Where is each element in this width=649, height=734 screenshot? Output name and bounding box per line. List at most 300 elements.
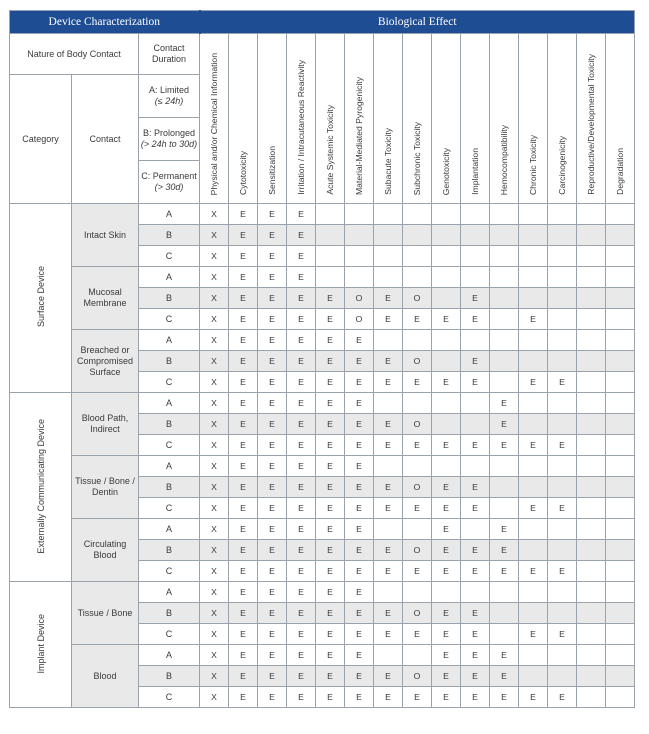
- matrix-cell: [548, 204, 577, 225]
- matrix-cell: [432, 246, 461, 267]
- matrix-cell: E: [490, 519, 519, 540]
- matrix-cell: E: [432, 603, 461, 624]
- matrix-cell: E: [490, 393, 519, 414]
- matrix-cell: E: [519, 435, 548, 456]
- matrix-cell: E: [316, 666, 345, 687]
- table-row: [10, 393, 635, 414]
- matrix-cell: [519, 393, 548, 414]
- effect-label: Sensitization: [266, 146, 277, 195]
- duration-cell: A: [139, 582, 200, 603]
- table-row: [10, 330, 635, 351]
- matrix-cell: [577, 309, 606, 330]
- duration-legend-c: [139, 161, 200, 204]
- matrix-cell: E: [461, 309, 490, 330]
- duration-legend-label: C: Permanent: [141, 171, 197, 181]
- matrix-cell: E: [316, 435, 345, 456]
- category-label: Surface Device: [35, 266, 46, 328]
- matrix-cell: E: [345, 393, 374, 414]
- matrix-cell: X: [200, 624, 229, 645]
- matrix-cell: E: [374, 372, 403, 393]
- matrix-cell: [577, 372, 606, 393]
- matrix-cell: [374, 330, 403, 351]
- matrix-cell: [432, 288, 461, 309]
- matrix-cell: [606, 246, 635, 267]
- matrix-cell: [577, 561, 606, 582]
- matrix-cell: E: [432, 477, 461, 498]
- matrix-cell: [432, 351, 461, 372]
- matrix-cell: [519, 540, 548, 561]
- matrix-cell: [461, 519, 490, 540]
- matrix-cell: [577, 603, 606, 624]
- matrix-cell: E: [287, 267, 316, 288]
- matrix-cell: [606, 561, 635, 582]
- category-cell: [10, 393, 72, 582]
- matrix-cell: [490, 288, 519, 309]
- matrix-cell: E: [461, 435, 490, 456]
- matrix-cell: E: [316, 393, 345, 414]
- matrix-cell: E: [229, 225, 258, 246]
- matrix-cell: E: [258, 225, 287, 246]
- matrix-cell: E: [403, 624, 432, 645]
- matrix-cell: E: [374, 540, 403, 561]
- matrix-cell: [606, 666, 635, 687]
- category-label: Externally Communicating Device: [35, 418, 46, 554]
- matrix-cell: E: [258, 645, 287, 666]
- matrix-cell: [606, 393, 635, 414]
- category-header: Category: [10, 75, 72, 204]
- matrix-table: [9, 10, 635, 708]
- matrix-cell: [374, 519, 403, 540]
- matrix-cell: O: [403, 288, 432, 309]
- matrix-cell: [577, 246, 606, 267]
- matrix-cell: [606, 225, 635, 246]
- matrix-cell: [606, 477, 635, 498]
- matrix-cell: [548, 666, 577, 687]
- matrix-cell: E: [432, 624, 461, 645]
- matrix-cell: [490, 498, 519, 519]
- matrix-cell: E: [345, 330, 374, 351]
- matrix-cell: E: [461, 477, 490, 498]
- matrix-cell: E: [229, 393, 258, 414]
- effect-label: Cytotoxicity: [237, 151, 248, 195]
- matrix-cell: [606, 351, 635, 372]
- matrix-cell: [577, 582, 606, 603]
- matrix-cell: [403, 645, 432, 666]
- matrix-cell: E: [258, 330, 287, 351]
- matrix-cell: E: [490, 645, 519, 666]
- matrix-cell: E: [374, 414, 403, 435]
- duration-cell: A: [139, 330, 200, 351]
- contact-cell: Intact Skin: [72, 204, 139, 267]
- matrix-cell: E: [287, 498, 316, 519]
- duration-cell: A: [139, 519, 200, 540]
- matrix-cell: E: [461, 687, 490, 708]
- matrix-cell: [403, 330, 432, 351]
- contact-cell: Mucosal Membrane: [72, 267, 139, 330]
- matrix-cell: [577, 393, 606, 414]
- matrix-cell: E: [287, 687, 316, 708]
- effect-header-7: [374, 34, 403, 204]
- nature-of-body-contact-header: Nature of Body Contact: [10, 34, 139, 75]
- duration-cell: C: [139, 498, 200, 519]
- matrix-cell: [316, 225, 345, 246]
- matrix-cell: X: [200, 561, 229, 582]
- matrix-cell: E: [548, 561, 577, 582]
- matrix-cell: E: [345, 372, 374, 393]
- matrix-cell: E: [403, 435, 432, 456]
- matrix-cell: [403, 204, 432, 225]
- matrix-cell: E: [258, 309, 287, 330]
- matrix-cell: [490, 204, 519, 225]
- matrix-cell: E: [461, 561, 490, 582]
- matrix-cell: E: [461, 624, 490, 645]
- matrix-cell: E: [229, 645, 258, 666]
- matrix-cell: E: [229, 477, 258, 498]
- matrix-cell: X: [200, 393, 229, 414]
- matrix-cell: E: [258, 351, 287, 372]
- matrix-cell: E: [432, 687, 461, 708]
- matrix-cell: E: [374, 666, 403, 687]
- matrix-cell: E: [403, 498, 432, 519]
- table-row: [10, 456, 635, 477]
- table-row: [10, 204, 635, 225]
- matrix-cell: E: [287, 225, 316, 246]
- matrix-cell: O: [403, 351, 432, 372]
- matrix-cell: [577, 267, 606, 288]
- matrix-cell: E: [374, 603, 403, 624]
- contact-cell: Tissue / Bone / Dentin: [72, 456, 139, 519]
- duration-cell: C: [139, 372, 200, 393]
- matrix-cell: [432, 582, 461, 603]
- matrix-cell: E: [316, 582, 345, 603]
- matrix-cell: [577, 456, 606, 477]
- matrix-cell: E: [374, 435, 403, 456]
- matrix-cell: E: [229, 624, 258, 645]
- matrix-cell: [490, 372, 519, 393]
- effect-label: Subacute Toxicity: [382, 128, 393, 195]
- duration-cell: B: [139, 351, 200, 372]
- matrix-cell: E: [287, 645, 316, 666]
- matrix-cell: [548, 456, 577, 477]
- matrix-cell: E: [287, 456, 316, 477]
- matrix-cell: X: [200, 519, 229, 540]
- matrix-cell: E: [345, 624, 374, 645]
- effect-header-13: [548, 34, 577, 204]
- matrix-cell: E: [519, 309, 548, 330]
- duration-cell: B: [139, 540, 200, 561]
- matrix-cell: E: [229, 351, 258, 372]
- matrix-cell: E: [374, 687, 403, 708]
- matrix-cell: [548, 540, 577, 561]
- duration-cell: A: [139, 456, 200, 477]
- matrix-cell: [490, 477, 519, 498]
- category-label: Implant Device: [35, 613, 46, 674]
- matrix-cell: E: [461, 603, 490, 624]
- matrix-cell: [345, 267, 374, 288]
- matrix-cell: E: [316, 603, 345, 624]
- matrix-cell: E: [374, 309, 403, 330]
- matrix-cell: [374, 456, 403, 477]
- matrix-cell: [577, 204, 606, 225]
- matrix-cell: E: [374, 351, 403, 372]
- matrix-cell: E: [374, 288, 403, 309]
- matrix-cell: [606, 414, 635, 435]
- matrix-cell: E: [258, 414, 287, 435]
- matrix-cell: E: [490, 540, 519, 561]
- matrix-cell: [374, 267, 403, 288]
- matrix-cell: E: [316, 309, 345, 330]
- duration-legend-note: (≤ 24h): [154, 96, 184, 106]
- matrix-cell: E: [287, 393, 316, 414]
- matrix-cell: X: [200, 666, 229, 687]
- duration-legend-note: (> 24h to 30d): [140, 139, 198, 149]
- matrix-cell: E: [258, 561, 287, 582]
- matrix-cell: E: [287, 330, 316, 351]
- matrix-cell: [606, 456, 635, 477]
- matrix-cell: O: [403, 666, 432, 687]
- matrix-cell: E: [287, 414, 316, 435]
- matrix-cell: E: [229, 435, 258, 456]
- matrix-cell: [432, 204, 461, 225]
- matrix-cell: [461, 225, 490, 246]
- matrix-cell: E: [519, 687, 548, 708]
- matrix-cell: E: [316, 498, 345, 519]
- matrix-cell: E: [287, 519, 316, 540]
- matrix-cell: E: [229, 246, 258, 267]
- matrix-cell: [577, 498, 606, 519]
- matrix-cell: E: [519, 498, 548, 519]
- matrix-cell: E: [287, 246, 316, 267]
- matrix-cell: [461, 330, 490, 351]
- matrix-cell: X: [200, 225, 229, 246]
- matrix-cell: [519, 246, 548, 267]
- matrix-cell: E: [287, 624, 316, 645]
- matrix-cell: E: [258, 204, 287, 225]
- matrix-cell: [403, 519, 432, 540]
- matrix-cell: X: [200, 477, 229, 498]
- matrix-cell: [577, 519, 606, 540]
- matrix-cell: [577, 330, 606, 351]
- effect-label: Implantation: [469, 148, 480, 195]
- matrix-cell: E: [258, 624, 287, 645]
- matrix-cell: [548, 351, 577, 372]
- matrix-cell: E: [287, 540, 316, 561]
- duration-cell: B: [139, 666, 200, 687]
- matrix-cell: E: [287, 204, 316, 225]
- matrix-cell: [316, 267, 345, 288]
- matrix-cell: E: [432, 645, 461, 666]
- duration-cell: A: [139, 393, 200, 414]
- category-cell: [10, 204, 72, 393]
- table-row: [10, 519, 635, 540]
- effect-label: Subchronic Toxicity: [411, 121, 422, 195]
- matrix-cell: [403, 456, 432, 477]
- matrix-cell: X: [200, 414, 229, 435]
- matrix-cell: E: [548, 687, 577, 708]
- matrix-cell: E: [490, 687, 519, 708]
- matrix-cell: [606, 540, 635, 561]
- matrix-cell: E: [258, 267, 287, 288]
- effect-label: Carcinogenicity: [556, 136, 567, 195]
- device-characterization-header: Device Characterization: [10, 11, 200, 34]
- matrix-cell: E: [316, 351, 345, 372]
- effect-label: Degradation: [614, 148, 625, 195]
- matrix-cell: E: [490, 666, 519, 687]
- matrix-cell: E: [316, 288, 345, 309]
- matrix-cell: [577, 435, 606, 456]
- duration-cell: A: [139, 645, 200, 666]
- matrix-cell: [606, 645, 635, 666]
- matrix-cell: E: [258, 435, 287, 456]
- matrix-cell: E: [345, 603, 374, 624]
- matrix-cell: E: [287, 561, 316, 582]
- contact-cell: Breached or Compromised Surface: [72, 330, 139, 393]
- matrix-cell: E: [258, 246, 287, 267]
- contact-cell: Tissue / Bone: [72, 582, 139, 645]
- matrix-cell: [577, 351, 606, 372]
- contact-cell: Circulating Blood: [72, 519, 139, 582]
- matrix-cell: [403, 267, 432, 288]
- matrix-cell: E: [432, 372, 461, 393]
- matrix-cell: [519, 477, 548, 498]
- matrix-cell: [490, 351, 519, 372]
- matrix-cell: E: [345, 645, 374, 666]
- matrix-cell: E: [519, 624, 548, 645]
- matrix-cell: E: [461, 372, 490, 393]
- matrix-cell: [403, 225, 432, 246]
- matrix-cell: O: [403, 477, 432, 498]
- matrix-cell: [606, 624, 635, 645]
- effect-label: Chronic Toxicity: [527, 134, 538, 195]
- matrix-cell: [548, 519, 577, 540]
- matrix-cell: E: [403, 687, 432, 708]
- contact-cell: Blood Path, Indirect: [72, 393, 139, 456]
- matrix-cell: E: [345, 540, 374, 561]
- matrix-cell: E: [229, 456, 258, 477]
- matrix-cell: E: [258, 687, 287, 708]
- matrix-cell: [490, 225, 519, 246]
- matrix-cell: [548, 246, 577, 267]
- matrix-cell: [432, 330, 461, 351]
- matrix-cell: E: [258, 288, 287, 309]
- matrix-cell: O: [403, 414, 432, 435]
- matrix-cell: [461, 204, 490, 225]
- effect-header-8: [403, 34, 432, 204]
- effect-header-12: [519, 34, 548, 204]
- matrix-cell: E: [345, 351, 374, 372]
- matrix-cell: [345, 225, 374, 246]
- effect-header-15: [606, 34, 635, 204]
- matrix-cell: [490, 456, 519, 477]
- matrix-cell: [577, 288, 606, 309]
- matrix-cell: E: [229, 309, 258, 330]
- effect-header-5: [316, 34, 345, 204]
- matrix-cell: [548, 582, 577, 603]
- matrix-cell: E: [287, 582, 316, 603]
- matrix-cell: [374, 246, 403, 267]
- matrix-cell: [606, 603, 635, 624]
- effect-label: Hemocompatibility: [498, 124, 509, 195]
- duration-legend-label: B: Prolonged: [142, 128, 196, 138]
- matrix-cell: [519, 204, 548, 225]
- matrix-cell: [345, 246, 374, 267]
- matrix-cell: E: [432, 519, 461, 540]
- matrix-cell: [461, 267, 490, 288]
- table-row: [10, 582, 635, 603]
- duration-cell: B: [139, 477, 200, 498]
- matrix-cell: E: [258, 393, 287, 414]
- matrix-cell: [606, 372, 635, 393]
- matrix-cell: [548, 414, 577, 435]
- effect-header-10: [461, 34, 490, 204]
- matrix-cell: E: [258, 666, 287, 687]
- duration-legend-b: [139, 118, 200, 161]
- matrix-cell: O: [345, 288, 374, 309]
- matrix-cell: E: [374, 498, 403, 519]
- biocompatibility-matrix: [9, 10, 635, 708]
- effect-header-2: [229, 34, 258, 204]
- matrix-cell: E: [229, 204, 258, 225]
- matrix-cell: [403, 246, 432, 267]
- matrix-cell: [548, 288, 577, 309]
- effect-label: Material-Mediated Pyrogenicity: [353, 77, 364, 195]
- matrix-cell: [490, 582, 519, 603]
- effect-header-4: [287, 34, 316, 204]
- matrix-cell: [548, 330, 577, 351]
- matrix-cell: [374, 393, 403, 414]
- matrix-cell: E: [287, 435, 316, 456]
- category-cell: [10, 582, 72, 708]
- matrix-cell: E: [345, 498, 374, 519]
- matrix-cell: X: [200, 372, 229, 393]
- matrix-cell: [461, 582, 490, 603]
- matrix-cell: E: [287, 309, 316, 330]
- matrix-cell: [548, 645, 577, 666]
- matrix-cell: [490, 603, 519, 624]
- matrix-cell: E: [345, 435, 374, 456]
- matrix-cell: [577, 687, 606, 708]
- matrix-cell: E: [287, 351, 316, 372]
- matrix-cell: [548, 477, 577, 498]
- matrix-cell: E: [432, 498, 461, 519]
- matrix-cell: E: [461, 645, 490, 666]
- matrix-cell: E: [461, 351, 490, 372]
- matrix-cell: [577, 477, 606, 498]
- matrix-cell: E: [345, 477, 374, 498]
- matrix-cell: E: [229, 540, 258, 561]
- matrix-cell: X: [200, 435, 229, 456]
- matrix-cell: E: [287, 477, 316, 498]
- matrix-cell: X: [200, 351, 229, 372]
- matrix-cell: X: [200, 498, 229, 519]
- matrix-cell: E: [316, 687, 345, 708]
- matrix-cell: [374, 204, 403, 225]
- matrix-cell: [316, 204, 345, 225]
- matrix-cell: [577, 645, 606, 666]
- duration-cell: C: [139, 624, 200, 645]
- matrix-cell: [461, 456, 490, 477]
- matrix-cell: E: [316, 330, 345, 351]
- matrix-cell: [606, 498, 635, 519]
- effect-header-6: [345, 34, 374, 204]
- matrix-cell: E: [548, 435, 577, 456]
- matrix-cell: [519, 288, 548, 309]
- matrix-cell: [606, 687, 635, 708]
- matrix-cell: [548, 267, 577, 288]
- matrix-cell: [577, 225, 606, 246]
- matrix-cell: [461, 393, 490, 414]
- matrix-cell: [432, 393, 461, 414]
